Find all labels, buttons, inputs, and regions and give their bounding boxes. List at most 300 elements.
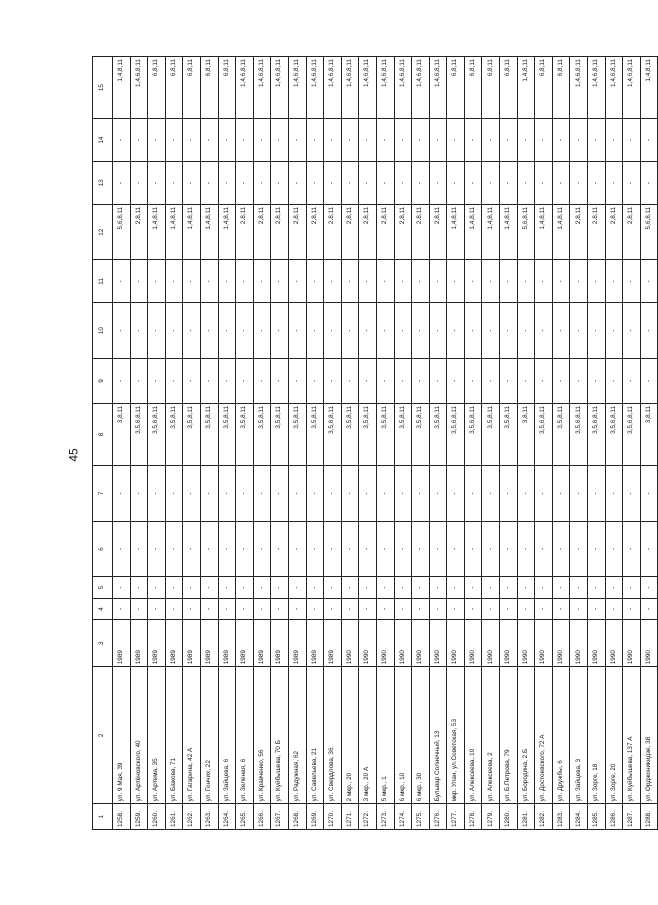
col8-cell: 3,8,11 bbox=[640, 403, 658, 465]
col11-cell: - bbox=[165, 260, 183, 303]
col6-cell: - bbox=[271, 521, 289, 577]
col11-cell: - bbox=[324, 260, 342, 303]
col15-cell: 1,4,6,8,11 bbox=[236, 57, 254, 119]
col4-cell: - bbox=[640, 598, 658, 619]
col6-cell: - bbox=[288, 521, 306, 577]
col5-cell: - bbox=[429, 577, 447, 598]
address-cell: ул. Алексеева, 10 bbox=[464, 667, 482, 804]
col8-cell: 3,5,8,11 bbox=[341, 403, 359, 465]
col5-cell: - bbox=[605, 577, 623, 598]
col11-cell: - bbox=[623, 260, 641, 303]
col4-cell: - bbox=[200, 598, 218, 619]
col12-cell: 1,4,8,11 bbox=[552, 204, 570, 260]
col13-cell: - bbox=[183, 162, 201, 205]
row-number-cell: 1265. bbox=[236, 804, 254, 830]
col4-cell: - bbox=[623, 598, 641, 619]
table-row bbox=[148, 57, 166, 830]
col12-cell: 5,6,8,11 bbox=[640, 204, 658, 260]
col7-cell: - bbox=[412, 466, 430, 522]
col6-cell: - bbox=[165, 521, 183, 577]
col11-cell: - bbox=[359, 260, 377, 303]
col14-cell: - bbox=[464, 119, 482, 162]
col15-cell: 1,4,6,8,11 bbox=[324, 57, 342, 119]
col7-cell: - bbox=[394, 466, 412, 522]
col5-cell: - bbox=[218, 577, 236, 598]
col11-cell: - bbox=[535, 260, 553, 303]
col7-cell: - bbox=[306, 466, 324, 522]
table-row bbox=[165, 57, 183, 830]
col13-cell: - bbox=[394, 162, 412, 205]
col15-cell: 6,8,11 bbox=[200, 57, 218, 119]
col10-cell: - bbox=[200, 303, 218, 359]
col7-cell: - bbox=[236, 466, 254, 522]
col13-cell: - bbox=[623, 162, 641, 205]
year-cell: 1989 bbox=[324, 620, 342, 667]
column-header: 6 bbox=[93, 521, 113, 577]
table-row bbox=[588, 57, 606, 830]
year-cell: 1990 bbox=[640, 620, 658, 667]
col6-cell: - bbox=[570, 521, 588, 577]
col7-cell: - bbox=[359, 466, 377, 522]
col6-cell: - bbox=[200, 521, 218, 577]
col5-cell: - bbox=[288, 577, 306, 598]
address-cell: ул. Орджоникидзе, 38 bbox=[640, 667, 658, 804]
col12-cell: 5,6,8,11 bbox=[517, 204, 535, 260]
col13-cell: - bbox=[288, 162, 306, 205]
row-number-cell: 1267. bbox=[271, 804, 289, 830]
col7-cell: - bbox=[570, 466, 588, 522]
col14-cell: - bbox=[376, 119, 394, 162]
address-cell: ул. Бажова, 71 bbox=[165, 667, 183, 804]
col9-cell: - bbox=[200, 358, 218, 403]
col8-cell: 3,5,8,11 bbox=[183, 403, 201, 465]
address-cell: ул. Савельева, 21 bbox=[306, 667, 324, 804]
column-header: 12 bbox=[93, 204, 113, 260]
column-header: 3 bbox=[93, 620, 113, 667]
col15-cell: 6,8,11 bbox=[148, 57, 166, 119]
col11-cell: - bbox=[517, 260, 535, 303]
col13-cell: - bbox=[341, 162, 359, 205]
col10-cell: - bbox=[148, 303, 166, 359]
col15-cell: 6,8,11 bbox=[218, 57, 236, 119]
col15-cell: 6,8,11 bbox=[500, 57, 518, 119]
year-cell: 1990 bbox=[588, 620, 606, 667]
col14-cell: - bbox=[236, 119, 254, 162]
year-cell: 1990 bbox=[394, 620, 412, 667]
col15-cell: 6,8,11 bbox=[552, 57, 570, 119]
col15-cell: 1,4,6,8,11 bbox=[376, 57, 394, 119]
col5-cell: - bbox=[341, 577, 359, 598]
col10-cell: - bbox=[429, 303, 447, 359]
row-number-cell: 1288. bbox=[640, 804, 658, 830]
row-number-cell: 1263. bbox=[200, 804, 218, 830]
col10-cell: - bbox=[605, 303, 623, 359]
col14-cell: - bbox=[535, 119, 553, 162]
column-header: 9 bbox=[93, 358, 113, 403]
year-cell: 1990 bbox=[359, 620, 377, 667]
header-row bbox=[93, 57, 113, 830]
col12-cell: 1,4,8,11 bbox=[183, 204, 201, 260]
col11-cell: - bbox=[288, 260, 306, 303]
col14-cell: - bbox=[482, 119, 500, 162]
col6-cell: - bbox=[623, 521, 641, 577]
col4-cell: - bbox=[359, 598, 377, 619]
col13-cell: - bbox=[552, 162, 570, 205]
col13-cell: - bbox=[517, 162, 535, 205]
col13-cell: - bbox=[464, 162, 482, 205]
col14-cell: - bbox=[306, 119, 324, 162]
col9-cell: - bbox=[341, 358, 359, 403]
row-number-cell: 1268. bbox=[288, 804, 306, 830]
table-body bbox=[113, 57, 658, 830]
table-row bbox=[429, 57, 447, 830]
year-cell: 1989 bbox=[306, 620, 324, 667]
table-row bbox=[500, 57, 518, 830]
row-number-cell: 1287. bbox=[623, 804, 641, 830]
column-header: 1 bbox=[93, 804, 113, 830]
col14-cell: - bbox=[570, 119, 588, 162]
col12-cell: 2,8,11 bbox=[253, 204, 271, 260]
col8-cell: 3,5,8,11 bbox=[288, 403, 306, 465]
col12-cell: 2,8,11 bbox=[623, 204, 641, 260]
address-cell: ул. Алексеева, 2 bbox=[482, 667, 500, 804]
column-header: 4 bbox=[93, 598, 113, 619]
year-cell: 1990 bbox=[570, 620, 588, 667]
col10-cell: - bbox=[306, 303, 324, 359]
col9-cell: - bbox=[253, 358, 271, 403]
col14-cell: - bbox=[341, 119, 359, 162]
col8-cell: 3,5,6,8,11 bbox=[148, 403, 166, 465]
col10-cell: - bbox=[253, 303, 271, 359]
year-cell: 1990 bbox=[605, 620, 623, 667]
col7-cell: - bbox=[517, 466, 535, 522]
col9-cell: - bbox=[306, 358, 324, 403]
col4-cell: - bbox=[570, 598, 588, 619]
address-cell: ул. Гагарина, 42 А bbox=[183, 667, 201, 804]
col11-cell: - bbox=[605, 260, 623, 303]
col4-cell: - bbox=[271, 598, 289, 619]
col15-cell: 1,4,6,8,11 bbox=[359, 57, 377, 119]
table-row bbox=[535, 57, 553, 830]
col10-cell: - bbox=[218, 303, 236, 359]
col10-cell: - bbox=[341, 303, 359, 359]
col10-cell: - bbox=[376, 303, 394, 359]
col5-cell: - bbox=[482, 577, 500, 598]
col4-cell: - bbox=[588, 598, 606, 619]
row-number-cell: 1285. bbox=[588, 804, 606, 830]
col9-cell: - bbox=[517, 358, 535, 403]
col5-cell: - bbox=[113, 577, 131, 598]
col13-cell: - bbox=[148, 162, 166, 205]
col6-cell: - bbox=[376, 521, 394, 577]
column-header: 15 bbox=[93, 57, 113, 119]
col5-cell: - bbox=[183, 577, 201, 598]
col4-cell: - bbox=[130, 598, 148, 619]
address-cell: ул. Куйбышева, 137 А bbox=[623, 667, 641, 804]
year-cell: 1990 bbox=[482, 620, 500, 667]
col7-cell: - bbox=[130, 466, 148, 522]
col8-cell: 3,5,8,11 bbox=[306, 403, 324, 465]
col12-cell: 1,4,8,11 bbox=[218, 204, 236, 260]
year-cell: 1989 bbox=[130, 620, 148, 667]
year-cell: 1990 bbox=[376, 620, 394, 667]
col15-cell: 1,4,8,11 bbox=[113, 57, 131, 119]
year-cell: 1990 bbox=[552, 620, 570, 667]
col14-cell: - bbox=[359, 119, 377, 162]
table-sheet bbox=[92, 56, 652, 830]
col4-cell: - bbox=[113, 598, 131, 619]
col8-cell: 3,5,8,11 bbox=[500, 403, 518, 465]
col10-cell: - bbox=[394, 303, 412, 359]
col9-cell: - bbox=[376, 358, 394, 403]
col11-cell: - bbox=[218, 260, 236, 303]
year-cell: 1989 bbox=[148, 620, 166, 667]
address-cell: ул. Артёновского, 40 bbox=[130, 667, 148, 804]
col11-cell: - bbox=[113, 260, 131, 303]
col6-cell: - bbox=[552, 521, 570, 577]
column-header: 11 bbox=[93, 260, 113, 303]
col7-cell: - bbox=[623, 466, 641, 522]
col6-cell: - bbox=[306, 521, 324, 577]
col11-cell: - bbox=[447, 260, 465, 303]
col5-cell: - bbox=[271, 577, 289, 598]
col6-cell: - bbox=[429, 521, 447, 577]
col13-cell: - bbox=[447, 162, 465, 205]
column-header: 10 bbox=[93, 303, 113, 359]
address-cell: 3 мкр., 20 А bbox=[359, 667, 377, 804]
col14-cell: - bbox=[218, 119, 236, 162]
col14-cell: - bbox=[130, 119, 148, 162]
col4-cell: - bbox=[412, 598, 430, 619]
year-cell: 1990 bbox=[412, 620, 430, 667]
col9-cell: - bbox=[464, 358, 482, 403]
column-header: 5 bbox=[93, 577, 113, 598]
col7-cell: - bbox=[253, 466, 271, 522]
col5-cell: - bbox=[552, 577, 570, 598]
table-row bbox=[376, 57, 394, 830]
col10-cell: - bbox=[623, 303, 641, 359]
address-cell: ул. Дружбы, 6 bbox=[552, 667, 570, 804]
row-number-cell: 1269. bbox=[306, 804, 324, 830]
col15-cell: 1,4,6,8,11 bbox=[588, 57, 606, 119]
col4-cell: - bbox=[376, 598, 394, 619]
col8-cell: 3,5,8,11 bbox=[218, 403, 236, 465]
column-header: 7 bbox=[93, 466, 113, 522]
col8-cell: 3,5,6,8,11 bbox=[535, 403, 553, 465]
column-header: 14 bbox=[93, 119, 113, 162]
col7-cell: - bbox=[535, 466, 553, 522]
col7-cell: - bbox=[113, 466, 131, 522]
col6-cell: - bbox=[447, 521, 465, 577]
col7-cell: - bbox=[165, 466, 183, 522]
col15-cell: 1,4,6,8,11 bbox=[341, 57, 359, 119]
col9-cell: - bbox=[113, 358, 131, 403]
col5-cell: - bbox=[359, 577, 377, 598]
col7-cell: - bbox=[271, 466, 289, 522]
col12-cell: 2,8,11 bbox=[271, 204, 289, 260]
col12-cell: 2,8,11 bbox=[288, 204, 306, 260]
col11-cell: - bbox=[588, 260, 606, 303]
address-cell: 2 мкр., 20 bbox=[341, 667, 359, 804]
col4-cell: - bbox=[148, 598, 166, 619]
col6-cell: - bbox=[412, 521, 430, 577]
address-cell: ул. Куйбышева, 70 Б bbox=[271, 667, 289, 804]
year-cell: 1989 bbox=[113, 620, 131, 667]
col12-cell: 2,8,11 bbox=[376, 204, 394, 260]
year-cell: 1990 bbox=[341, 620, 359, 667]
col9-cell: - bbox=[447, 358, 465, 403]
table-row bbox=[359, 57, 377, 830]
col15-cell: 1,4,6,8,11 bbox=[570, 57, 588, 119]
col10-cell: - bbox=[113, 303, 131, 359]
row-number-cell: 1279. bbox=[482, 804, 500, 830]
col11-cell: - bbox=[552, 260, 570, 303]
col10-cell: - bbox=[482, 303, 500, 359]
col9-cell: - bbox=[429, 358, 447, 403]
col14-cell: - bbox=[200, 119, 218, 162]
table-row bbox=[623, 57, 641, 830]
col12-cell: 2,8,11 bbox=[341, 204, 359, 260]
column-header: 2 bbox=[93, 667, 113, 804]
col5-cell: - bbox=[324, 577, 342, 598]
col10-cell: - bbox=[588, 303, 606, 359]
col14-cell: - bbox=[148, 119, 166, 162]
col13-cell: - bbox=[130, 162, 148, 205]
col12-cell: 2,8,11 bbox=[236, 204, 254, 260]
col13-cell: - bbox=[218, 162, 236, 205]
col11-cell: - bbox=[500, 260, 518, 303]
address-cell: ул. Б.Петрова, 79 bbox=[500, 667, 518, 804]
year-cell: 1989 bbox=[271, 620, 289, 667]
row-number-cell: 1276. bbox=[429, 804, 447, 830]
col14-cell: - bbox=[517, 119, 535, 162]
col15-cell: 1,4,8,11 bbox=[640, 57, 658, 119]
col10-cell: - bbox=[500, 303, 518, 359]
col6-cell: - bbox=[359, 521, 377, 577]
col11-cell: - bbox=[341, 260, 359, 303]
row-number-cell: 1280. bbox=[500, 804, 518, 830]
col10-cell: - bbox=[447, 303, 465, 359]
col4-cell: - bbox=[517, 598, 535, 619]
col5-cell: - bbox=[236, 577, 254, 598]
col14-cell: - bbox=[324, 119, 342, 162]
year-cell: 1989 bbox=[253, 620, 271, 667]
table-row bbox=[324, 57, 342, 830]
col14-cell: - bbox=[552, 119, 570, 162]
col7-cell: - bbox=[376, 466, 394, 522]
table-row bbox=[394, 57, 412, 830]
row-number-cell: 1282. bbox=[535, 804, 553, 830]
col4-cell: - bbox=[236, 598, 254, 619]
col10-cell: - bbox=[271, 303, 289, 359]
table-row bbox=[605, 57, 623, 830]
row-number-cell: 1271. bbox=[341, 804, 359, 830]
row-number-cell: 1264. bbox=[218, 804, 236, 830]
col10-cell: - bbox=[130, 303, 148, 359]
col14-cell: - bbox=[588, 119, 606, 162]
address-cell: ул. Гончих, 22 bbox=[200, 667, 218, 804]
col4-cell: - bbox=[253, 598, 271, 619]
col13-cell: - bbox=[640, 162, 658, 205]
row-number-cell: 1278. bbox=[464, 804, 482, 830]
col12-cell: 1,4,8,11 bbox=[165, 204, 183, 260]
address-cell: ул. Достоевского, 72 А bbox=[535, 667, 553, 804]
col8-cell: 3,5,6,8,11 bbox=[464, 403, 482, 465]
col8-cell: 3,5,8,11 bbox=[429, 403, 447, 465]
col13-cell: - bbox=[236, 162, 254, 205]
col12-cell: 1,4,8,11 bbox=[535, 204, 553, 260]
col5-cell: - bbox=[464, 577, 482, 598]
col5-cell: - bbox=[640, 577, 658, 598]
column-header: 8 bbox=[93, 403, 113, 465]
address-cell: мкр. Улан, ул.Советская, 53 bbox=[447, 667, 465, 804]
year-cell: 1990 bbox=[464, 620, 482, 667]
year-cell: 1990 bbox=[517, 620, 535, 667]
table-row bbox=[341, 57, 359, 830]
row-number-cell: 1259. bbox=[130, 804, 148, 830]
col7-cell: - bbox=[183, 466, 201, 522]
col10-cell: - bbox=[324, 303, 342, 359]
col10-cell: - bbox=[183, 303, 201, 359]
table-row bbox=[271, 57, 289, 830]
col13-cell: - bbox=[306, 162, 324, 205]
col9-cell: - bbox=[535, 358, 553, 403]
col4-cell: - bbox=[218, 598, 236, 619]
col12-cell: 1,4,8,11 bbox=[200, 204, 218, 260]
col7-cell: - bbox=[429, 466, 447, 522]
col12-cell: 2,8,11 bbox=[570, 204, 588, 260]
address-cell: ул. 9 Мая, 39 bbox=[113, 667, 131, 804]
col9-cell: - bbox=[605, 358, 623, 403]
col10-cell: - bbox=[570, 303, 588, 359]
table-row bbox=[130, 57, 148, 830]
col13-cell: - bbox=[376, 162, 394, 205]
table-row bbox=[640, 57, 658, 830]
col9-cell: - bbox=[324, 358, 342, 403]
building-table bbox=[92, 56, 658, 830]
col9-cell: - bbox=[482, 358, 500, 403]
address-cell: ул. Свердлова, 36 bbox=[324, 667, 342, 804]
row-number-cell: 1284. bbox=[570, 804, 588, 830]
col5-cell: - bbox=[394, 577, 412, 598]
page-number: 45 bbox=[66, 448, 81, 462]
row-number-cell: 1261. bbox=[165, 804, 183, 830]
col11-cell: - bbox=[236, 260, 254, 303]
col13-cell: - bbox=[570, 162, 588, 205]
col7-cell: - bbox=[464, 466, 482, 522]
col11-cell: - bbox=[271, 260, 289, 303]
col11-cell: - bbox=[306, 260, 324, 303]
col6-cell: - bbox=[218, 521, 236, 577]
col11-cell: - bbox=[482, 260, 500, 303]
row-number-cell: 1274. bbox=[394, 804, 412, 830]
col7-cell: - bbox=[341, 466, 359, 522]
row-number-cell: 1262. bbox=[183, 804, 201, 830]
table-row bbox=[113, 57, 131, 830]
address-cell: ул. Радужная, 62 bbox=[288, 667, 306, 804]
col14-cell: - bbox=[113, 119, 131, 162]
col6-cell: - bbox=[605, 521, 623, 577]
col5-cell: - bbox=[623, 577, 641, 598]
col5-cell: - bbox=[165, 577, 183, 598]
table-row bbox=[517, 57, 535, 830]
col8-cell: 3,5,8,11 bbox=[482, 403, 500, 465]
col12-cell: 2,8,11 bbox=[324, 204, 342, 260]
col9-cell: - bbox=[570, 358, 588, 403]
col14-cell: - bbox=[412, 119, 430, 162]
table-row bbox=[218, 57, 236, 830]
col8-cell: 3,5,6,8,11 bbox=[623, 403, 641, 465]
